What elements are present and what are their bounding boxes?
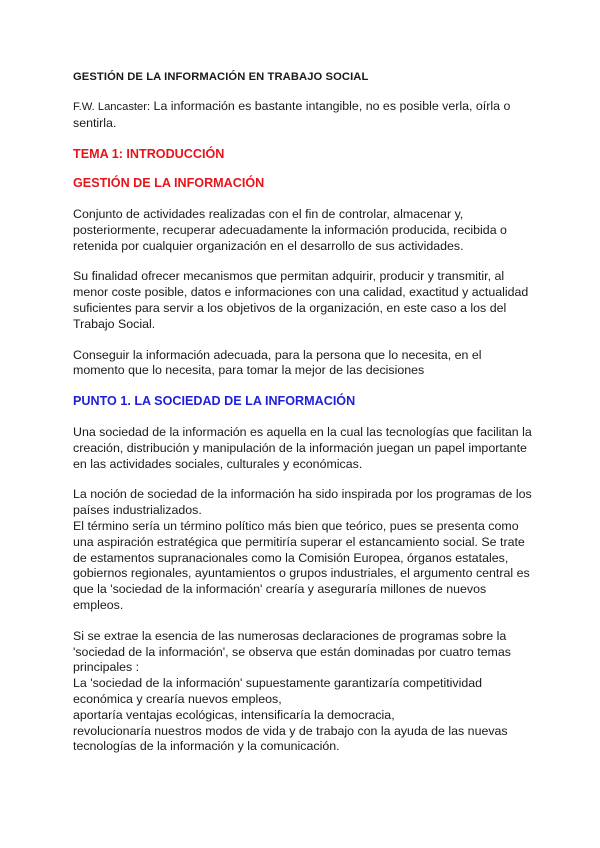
paragraph-line: Si se extrae la esencia de las numerosas declaraciones de programas sobre la 'sociedad de la información', se observa que están dominadas por cuatro temas principales : [73, 628, 511, 675]
paragraph-line: La 'sociedad de la información' supuestamente garantizaría competitividad económica y crearía nuevos empleos, [73, 676, 483, 706]
document-title: GESTIÓN DE LA INFORMACIÓN EN TRABAJO SOCIAL [73, 71, 369, 83]
lancaster-quote [73, 99, 533, 132]
paragraph-line: La noción de sociedad de la información ha sido inspirada por los programas de los países industrializados. [73, 487, 532, 518]
gestion-informacion-heading: GESTIÓN DE LA INFORMACIÓN [73, 176, 265, 191]
paragraph-line: revolucionaría nuestros modos de vida y de trabajo con la ayuda de las nuevas tecnologías de la información y la comunicación. [73, 723, 508, 754]
quote-author: F.W. Lancaster: [73, 100, 151, 113]
paragraph-line: aportaría ventajas ecológicas, intensificaría la democracia, [73, 707, 395, 722]
paragraph-line: El término sería un término político más bien que teórico, pues se presenta como una aspiración estratégica que permitiría superar el estancamiento social. Se trate de estamentos supranacionales como la Comisión Europea, órganos estatales, gobiernos regionales, ayuntamientos o grupos industriales, el argumento central es que la 'sociedad de la información' crearía y aseguraría millones de nuevos empleos. [73, 518, 530, 612]
paragraph-temas-principales [73, 629, 533, 755]
paragraph-nocion [73, 487, 533, 613]
punto-1-heading: PUNTO 1. LA SOCIEDAD DE LA INFORMACIÓN [73, 394, 356, 409]
tema-1-heading: TEMA 1: INTRODUCCIÓN [73, 147, 225, 162]
quote-text: La información es bastante intangible, no es posible verla, oírla o sentirla. [73, 98, 511, 130]
paragraph-definicion: Conjunto de actividades realizadas con el fin de controlar, almacenar y, posteriormente, recuperar adecuadamente la información producida, recibida o retenida por cualquier organización en el desarrollo de sus actividades. [73, 206, 507, 253]
paragraph-finalidad: Su finalidad ofrecer mecanismos que permitan adquirir, producir y transmitir, al menor coste posible, datos e informaciones con una calidad, exactitud y actualidad suficientes para servir a los objetivos de la organización, en este caso a los del Trabajo Social. [73, 269, 529, 331]
paragraph-conseguir: Conseguir la información adecuada, para la persona que lo necesita, en el momento que lo necesita, para tomar la mejor de las decisiones [73, 347, 482, 378]
paragraph-sociedad-definicion: Una sociedad de la información es aquella en la cual las tecnologías que facilitan la creación, distribución y manipulación de la información juegan un papel importante en las actividades sociales, culturales y económicas. [73, 424, 532, 471]
document-body [73, 70, 533, 770]
